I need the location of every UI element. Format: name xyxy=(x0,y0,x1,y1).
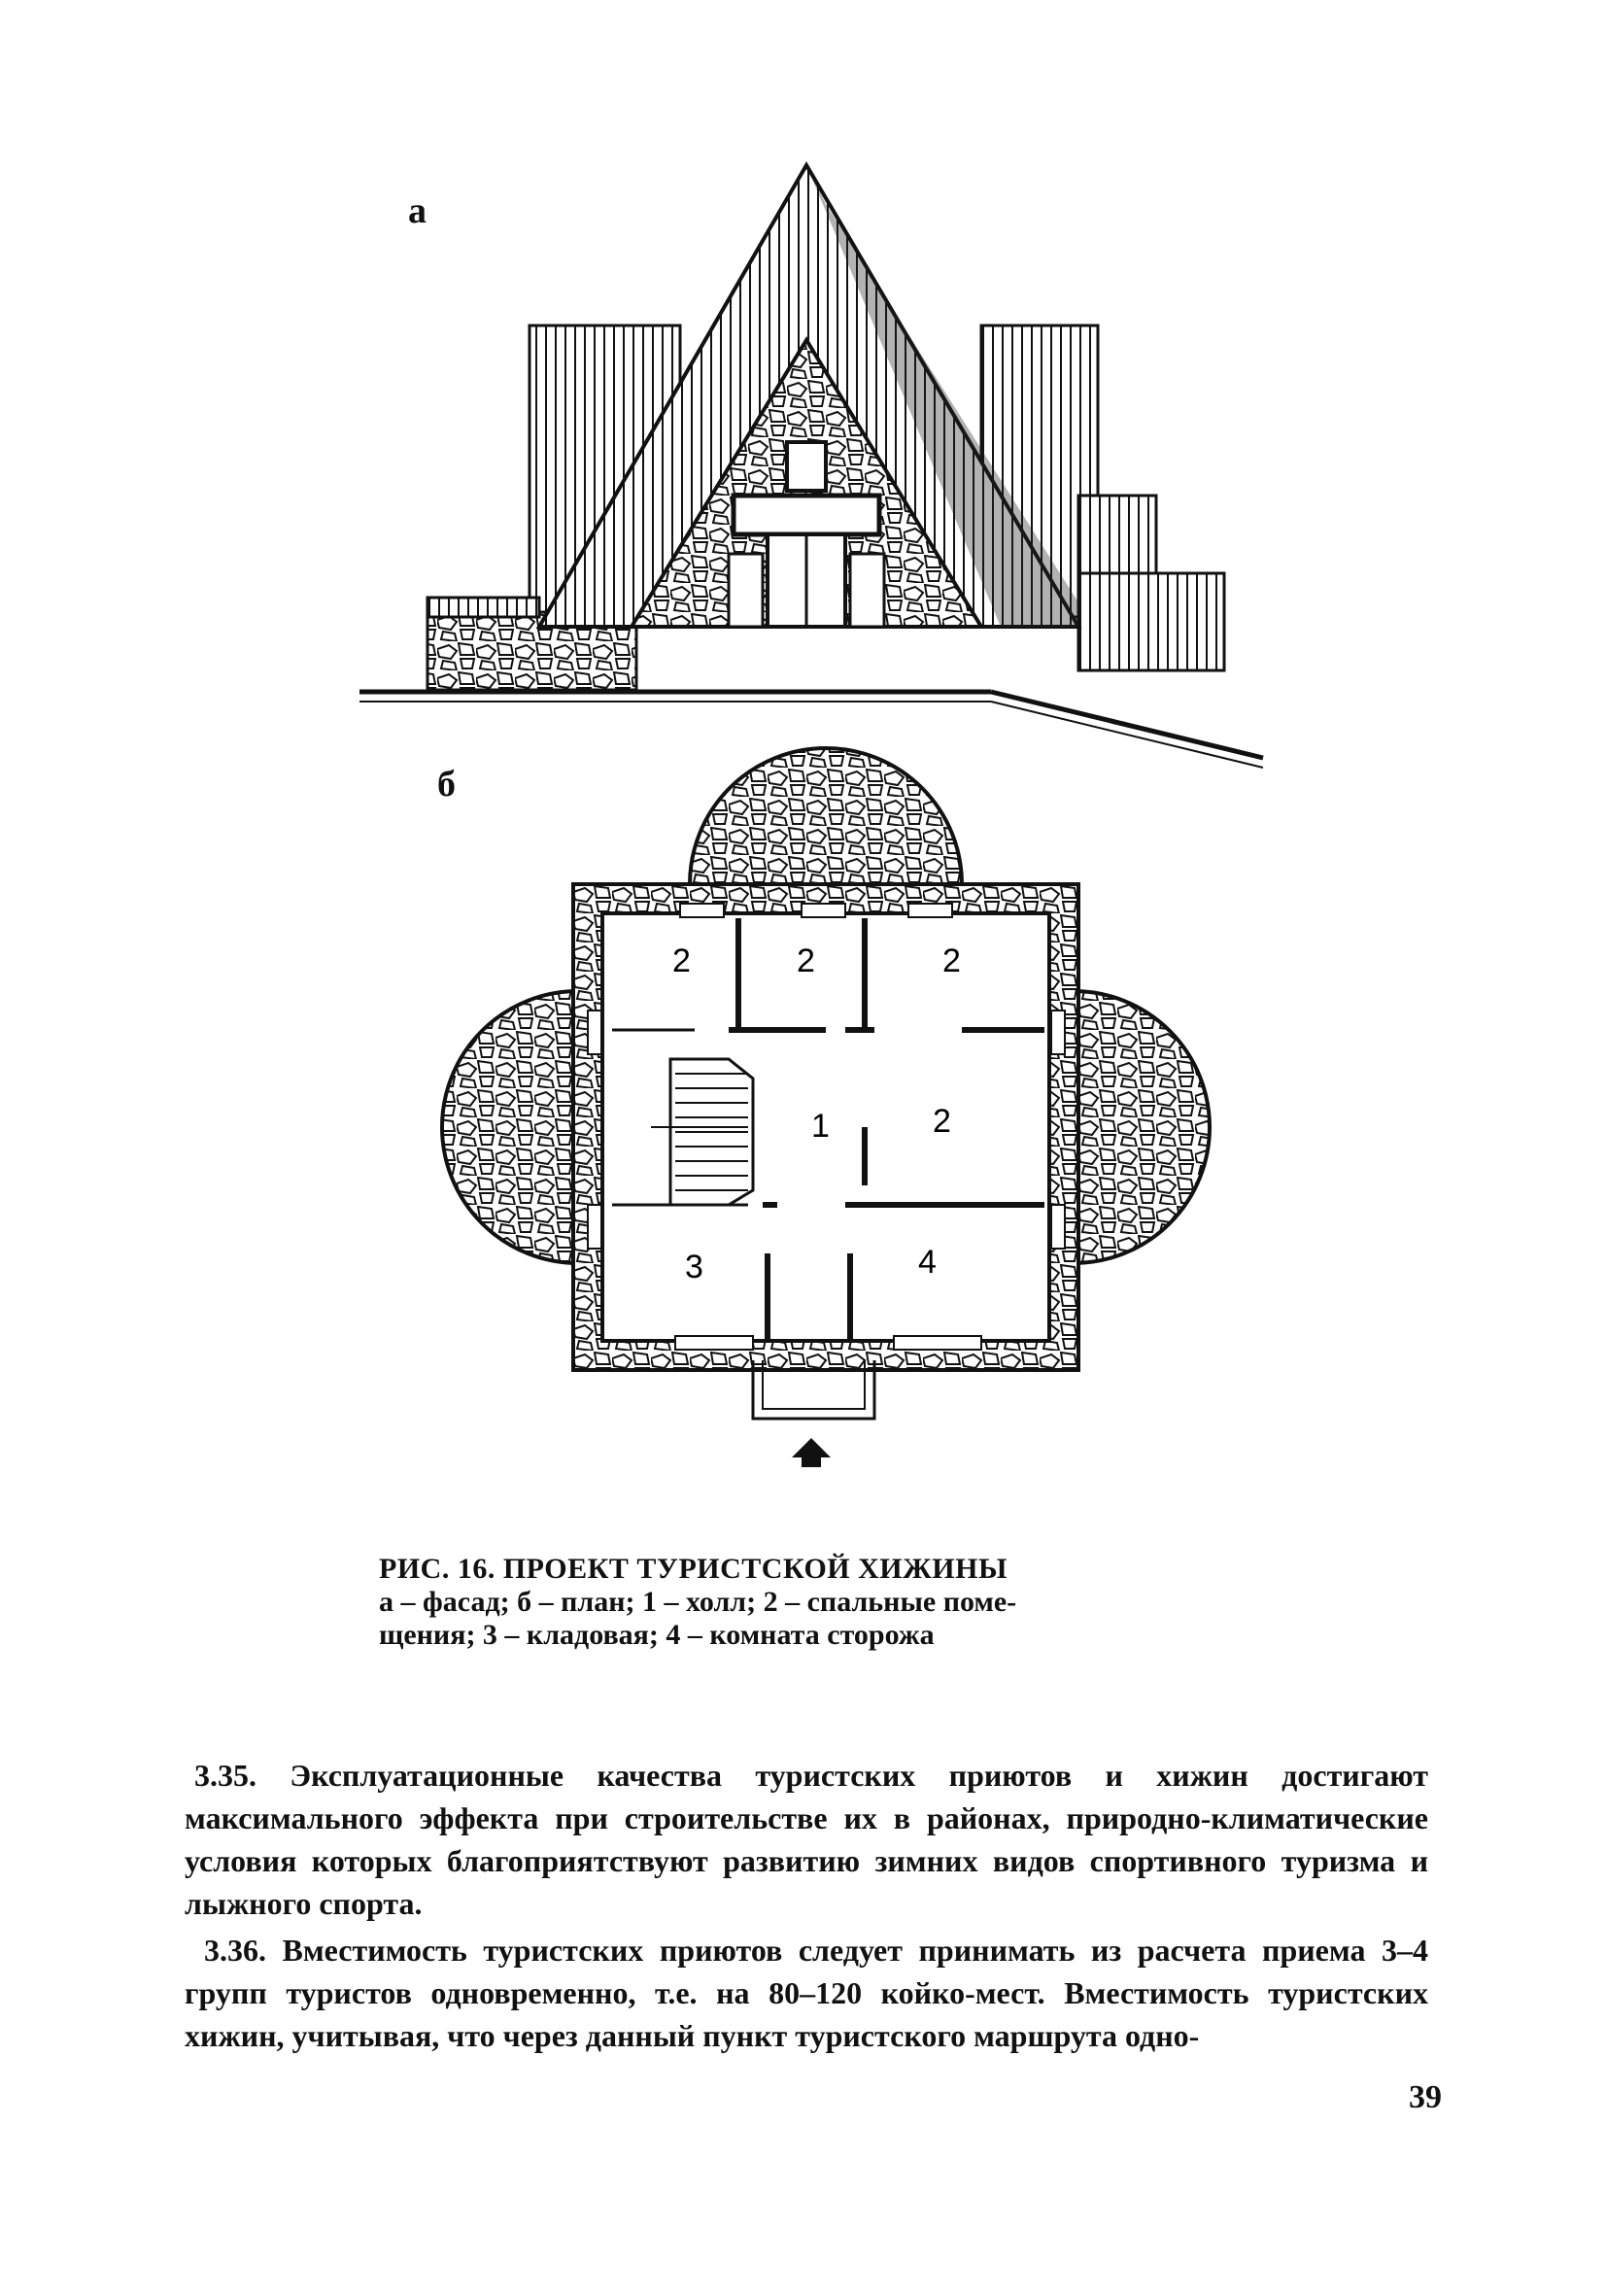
page-number: 39 xyxy=(1409,2079,1442,2115)
paragraph-3-35: 3.35. Эксплуатационные качества туристских приютов и хижин достигают максимального эффекта при строительстве их в районах, природно-климатические условия которых благоприятствуют развитию зимних видов спортивного туризма и лыжного спорта. xyxy=(185,1758,1428,1921)
figure-caption xyxy=(379,1553,1253,1652)
room-number: 2 xyxy=(933,1103,951,1140)
north-bay xyxy=(690,748,962,884)
figure-label-b: б xyxy=(437,764,456,805)
facade-drawing xyxy=(321,146,1292,777)
caption-legend-line1: а – фасад; б – план; 1 – холл; 2 – спальные поме- xyxy=(379,1586,1017,1618)
paragraph-3-36: 3.36. Вместимость туристских приютов следует принимать из расчета приема 3–4 групп туристов одновременно, т.е. на 80–120 койко-мест. Вместимость туристских хижин, учитывая, что через данный пункт туристского маршрута одно- xyxy=(185,1933,1428,2053)
room-number: 2 xyxy=(797,942,815,979)
east-bay xyxy=(1074,991,1210,1263)
entry-arrow-icon xyxy=(792,1438,831,1467)
caption-title: РИС. 16. ПРОЕКТ ТУРИСТСКОЙ ХИЖИНЫ xyxy=(379,1553,1008,1585)
west-bay xyxy=(442,991,578,1263)
side-annex xyxy=(1078,573,1224,670)
room-number: 3 xyxy=(685,1249,703,1285)
room-number: 2 xyxy=(672,942,691,979)
room-number: 4 xyxy=(918,1244,937,1281)
figure-label-a: а xyxy=(408,190,427,231)
caption-legend-line2: щения; 3 – кладовая; 4 – комната сторожа xyxy=(379,1619,935,1651)
room-number: 2 xyxy=(942,942,961,979)
room-number: 1 xyxy=(811,1108,830,1145)
balcony xyxy=(734,496,879,534)
attic-window xyxy=(787,442,826,491)
floor-plan-drawing xyxy=(418,738,1253,1496)
